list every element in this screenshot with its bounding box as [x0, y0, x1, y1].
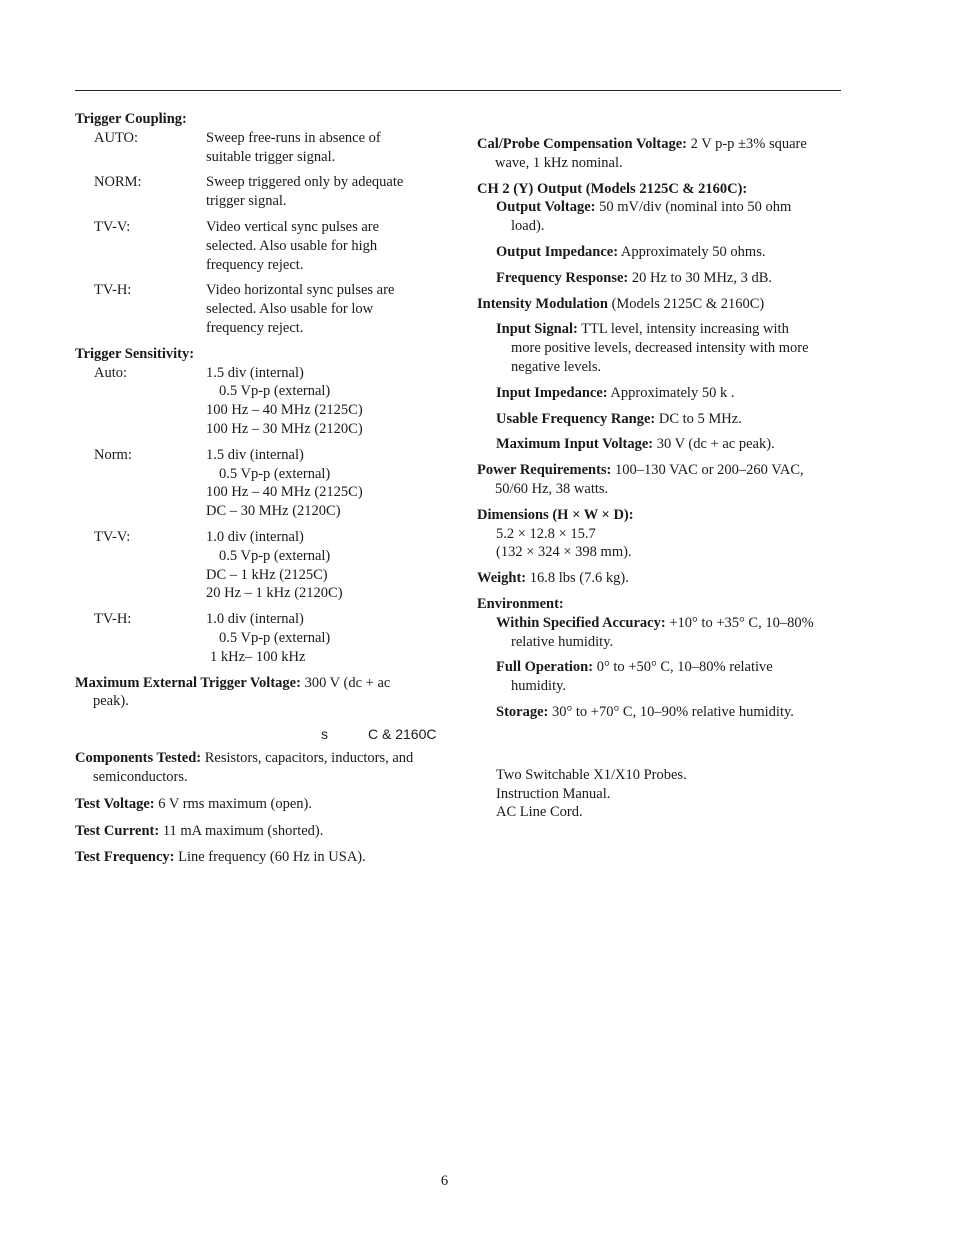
left-column — [75, 106, 445, 867]
ts-auto: Auto: 1.5 div (internal) 0.5 Vp-p (external) 100 Hz – 40 MHz (2125C) 100 Hz – 30 MHz (2120C) — [94, 364, 363, 437]
within-specified-accuracy: Within Specified Accuracy: +10° to +35° C, 10–80% relative humidity. — [496, 614, 814, 650]
components-tested: Components Tested: Resistors, capacitors, inductors, and semiconductors. — [75, 750, 414, 785]
trigger-coupling-heading: Trigger Coupling: — [75, 111, 187, 127]
ch2-output-heading: CH 2 (Y) Output (Models 2125C & 2160C): — [477, 180, 748, 197]
dimensions: Dimensions (H × W × D): 5.2 × 12.8 × 15.7 (132 × 324 × 398 mm). — [477, 506, 634, 561]
output-voltage: Output Voltage: 50 mV/div (nominal into 50 ohm load). — [496, 199, 792, 235]
tc-auto: AUTO: Sweep free-runs in absence of suitable trigger signal. — [94, 129, 381, 165]
frequency-response: Frequency Response: 20 Hz to 30 MHz, 3 dB. — [496, 269, 773, 286]
full-operation: Full Operation: 0° to +50° C, 10–80% relative humidity. — [496, 659, 773, 695]
tc-tvh: TV-H: Video horizontal sync pulses are selected. Also usable for low frequency reject. — [94, 282, 395, 336]
test-voltage: Test Voltage: 6 V rms maximum (open). — [75, 795, 312, 812]
usable-frequency-range: Usable Frequency Range: DC to 5 MHz. — [496, 410, 742, 427]
header-rule — [75, 90, 841, 91]
power-requirements: Power Requirements: 100–130 VAC or 200–260 VAC, 50/60 Hz, 38 watts. — [477, 462, 804, 497]
ts-tvh: TV-H: 1.0 div (internal) 0.5 Vp-p (external) 1 kHz– 100 kHz — [94, 611, 331, 665]
curve-tracer-heading: s C & 2160C — [321, 726, 437, 743]
accessories-list — [477, 766, 847, 822]
cal-probe-voltage: Cal/Probe Compensation Voltage: 2 V p-p ±3% square wave, 1 kHz nominal. — [477, 136, 807, 171]
tc-tvv: TV-V: Video vertical sync pulses are selected. Also usable for high frequency reject. — [94, 218, 380, 273]
storage: Storage: 30° to +70° C, 10–90% relative humidity. — [496, 703, 794, 720]
page-number: 6 — [440, 1173, 449, 1189]
tc-norm: NORM: Sweep triggered only by adequate trigger signal. — [94, 174, 404, 210]
intensity-modulation-heading: Intensity Modulation (Models 2125C & 2160C) — [477, 295, 765, 312]
right-column — [477, 106, 847, 822]
environment-heading: Environment: — [477, 595, 564, 612]
maximum-input-voltage: Maximum Input Voltage: 30 V (dc + ac peak). — [496, 436, 775, 453]
accessory-item: AC Line Cord. — [496, 804, 583, 821]
ts-tvv: TV-V: 1.0 div (internal) 0.5 Vp-p (external) DC – 1 kHz (2125C) 20 Hz – 1 kHz (2120C) — [94, 528, 343, 602]
weight: Weight: 16.8 lbs (7.6 kg). — [477, 570, 629, 587]
accessory-item: Two Switchable X1/X10 Probes. — [496, 766, 687, 783]
accessory-item: Instruction Manual. — [496, 785, 611, 802]
input-impedance: Input Impedance: Approximately 50 k . — [496, 384, 735, 401]
test-frequency: Test Frequency: Line frequency (60 Hz in USA). — [75, 849, 366, 866]
trigger-sensitivity-heading: Trigger Sensitivity: — [75, 345, 195, 362]
test-current: Test Current: 11 mA maximum (shorted). — [75, 822, 324, 839]
max-external-trigger-voltage: Maximum External Trigger Voltage: 300 V (dc + ac peak). — [75, 674, 391, 710]
ts-norm: Norm: 1.5 div (internal) 0.5 Vp-p (external) 100 Hz – 40 MHz (2125C) DC – 30 MHz (2120C) — [94, 446, 363, 520]
output-impedance: Output Impedance: Approximately 50 ohms. — [496, 243, 766, 260]
input-signal: Input Signal: TTL level, intensity increasing with more positive levels, decreased intensity with more negative levels. — [496, 321, 809, 375]
